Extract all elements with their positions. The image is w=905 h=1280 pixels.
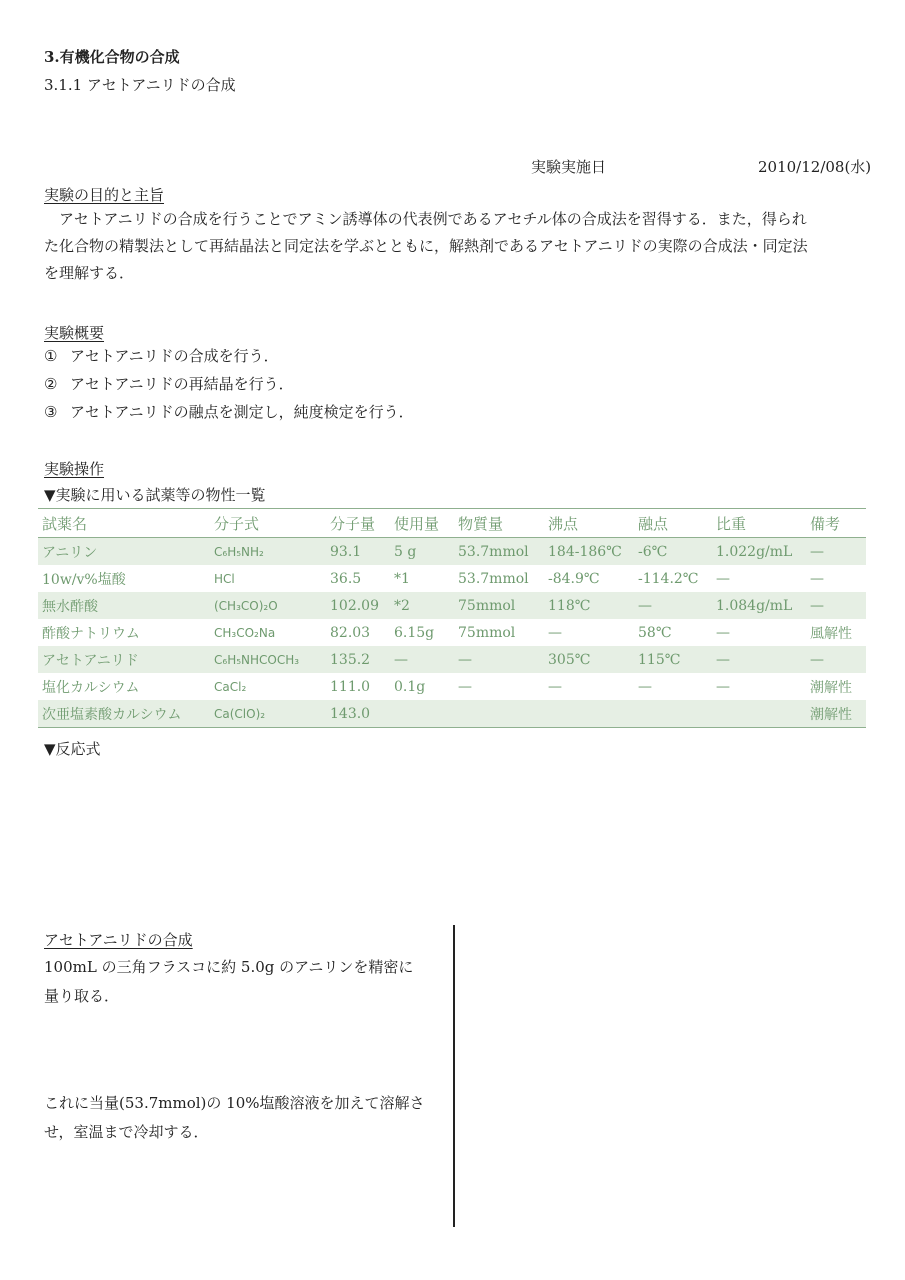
overview-heading: 実験概要 [44, 324, 105, 342]
table-row [38, 619, 866, 646]
table-cell: — [458, 678, 472, 695]
synthesis-step-1 [44, 953, 444, 1011]
table-cell: -84.9℃ [548, 570, 600, 587]
table-cell: 102.09 [326, 592, 390, 619]
table-cell: 6.15g [394, 624, 435, 641]
list-item-number: ② [44, 375, 58, 393]
table-header-row [38, 509, 866, 538]
column-header: 沸点 [544, 509, 634, 538]
table-cell: — [712, 646, 806, 673]
table-cell: 111.0 [330, 678, 371, 695]
table-cell [544, 700, 634, 728]
table-cell: C₆H₅NHCOCH₃ [210, 646, 326, 673]
table-cell: — [548, 678, 562, 695]
table-cell: -114.2℃ [638, 570, 699, 587]
column-header: 分子式 [210, 509, 326, 538]
table-cell: HCl [214, 571, 235, 586]
table-cell: — [454, 646, 544, 673]
step-line: これに当量(53.7mmol)の 10%塩酸溶液を加えて溶解さ [44, 1094, 425, 1112]
table-cell: — [638, 678, 652, 695]
table-cell: — [716, 678, 730, 695]
purpose-heading: 実験の目的と主旨 [44, 186, 165, 204]
table-cell: — [716, 570, 730, 587]
table-cell [712, 700, 806, 728]
overview-list [44, 342, 414, 426]
table-caption: ▼実験に用いる試薬等の物性一覧 [44, 486, 266, 504]
table-cell: 115℃ [634, 646, 712, 673]
column-header: 分子量 [326, 509, 390, 538]
list-item-text: アセトアニリドの融点を測定し，純度検定を行う． [70, 403, 414, 421]
date-label: 実験実施日 [531, 158, 607, 176]
column-header: 物質量 [454, 509, 544, 538]
table-cell: 1.084g/mL [712, 592, 806, 619]
table-cell: 0.1g [394, 678, 426, 695]
date-value: 2010/12/08(水) [758, 158, 872, 176]
list-item [44, 342, 414, 370]
table-cell: — [634, 592, 712, 619]
list-item-number: ① [44, 347, 58, 365]
table-cell: 53.7mmol [458, 570, 529, 587]
table-cell: 58℃ [638, 624, 672, 641]
list-item-text: アセトアニリドの再結晶を行う． [70, 375, 294, 393]
operations-heading: 実験操作 [44, 460, 105, 478]
table-cell: — [716, 624, 730, 641]
table-cell: 82.03 [330, 624, 371, 641]
table-cell: アニリン [38, 538, 210, 566]
table-row [38, 673, 866, 700]
section-title: 3.有機化合物の合成 [44, 48, 180, 66]
table-cell: CH₃CO₂Na [214, 625, 276, 640]
table-cell: 1.022g/mL [712, 538, 806, 566]
reagent-properties-table [38, 508, 866, 728]
table-cell: 次亜塩素酸カルシウム [38, 700, 210, 728]
step-line: せ，室温まで冷却する． [44, 1123, 209, 1141]
column-header: 融点 [634, 509, 712, 538]
table-cell: 305℃ [544, 646, 634, 673]
table-cell: 75mmol [458, 624, 516, 641]
table-cell: 36.5 [330, 570, 362, 587]
table-cell: Ca(ClO)₂ [210, 700, 326, 728]
table-cell: — [548, 624, 562, 641]
table-cell: — [806, 538, 866, 566]
table-row [38, 538, 866, 566]
table-cell: C₆H₅NH₂ [210, 538, 326, 566]
subsection-title: 3.1.1 アセトアニリドの合成 [44, 76, 236, 94]
table-cell: — [810, 570, 824, 587]
purpose-line: を理解する． [44, 264, 135, 282]
column-header: 備考 [806, 509, 866, 538]
table-cell [454, 700, 544, 728]
table-cell: アセトアニリド [38, 646, 210, 673]
table-cell: 潮解性 [810, 679, 852, 696]
table-cell: 75mmol [454, 592, 544, 619]
step-line: 100mL の三角フラスコに約 5.0g のアニリンを精密に [44, 958, 414, 976]
list-item [44, 370, 414, 398]
purpose-line: た化合物の精製法として再結晶法と同定法を学ぶとともに，解熱剤であるアセトアニリドの実際の合成法・同定法 [44, 237, 808, 255]
table-cell: CaCl₂ [214, 679, 247, 694]
table-cell: 無水酢酸 [38, 592, 210, 619]
table-cell: 118℃ [544, 592, 634, 619]
table-cell: (CH₃CO)₂O [210, 592, 326, 619]
table-cell [390, 700, 454, 728]
column-divider [453, 925, 455, 1227]
table-cell: 53.7mmol [454, 538, 544, 566]
table-cell: *1 [394, 570, 410, 587]
table-row [38, 592, 866, 619]
column-header: 使用量 [390, 509, 454, 538]
table-cell: 10w/v%塩酸 [42, 571, 126, 588]
table-cell: — [390, 646, 454, 673]
synthesis-step-2 [44, 1089, 444, 1147]
table-cell: 5 g [390, 538, 454, 566]
table-cell: 塩化カルシウム [42, 679, 140, 696]
table-cell: 184-186℃ [544, 538, 634, 566]
column-header: 試薬名 [38, 509, 210, 538]
table-cell: 酢酸ナトリウム [42, 625, 140, 642]
table-cell: — [806, 592, 866, 619]
table-cell: 風解性 [810, 625, 852, 642]
step-line: 量り取る． [44, 987, 120, 1005]
column-header: 比重 [712, 509, 806, 538]
table-row [38, 646, 866, 673]
purpose-paragraph [44, 206, 864, 287]
table-row [38, 700, 866, 728]
table-cell: -6℃ [634, 538, 712, 566]
purpose-line: アセトアニリドの合成を行うことでアミン誘導体の代表例であるアセチル体の合成法を習得する．また，得られ [44, 210, 807, 228]
table-cell [634, 700, 712, 728]
table-cell: 135.2 [326, 646, 390, 673]
reaction-caption: ▼反応式 [44, 740, 101, 758]
table-row [38, 565, 866, 592]
table-cell: 143.0 [326, 700, 390, 728]
list-item-number: ③ [44, 403, 58, 421]
list-item [44, 398, 414, 426]
table-cell: *2 [390, 592, 454, 619]
table-cell: — [806, 646, 866, 673]
synthesis-heading: アセトアニリドの合成 [44, 931, 193, 949]
table-cell: 潮解性 [806, 700, 866, 728]
list-item-text: アセトアニリドの合成を行う． [70, 347, 279, 365]
table-cell: 93.1 [326, 538, 390, 566]
